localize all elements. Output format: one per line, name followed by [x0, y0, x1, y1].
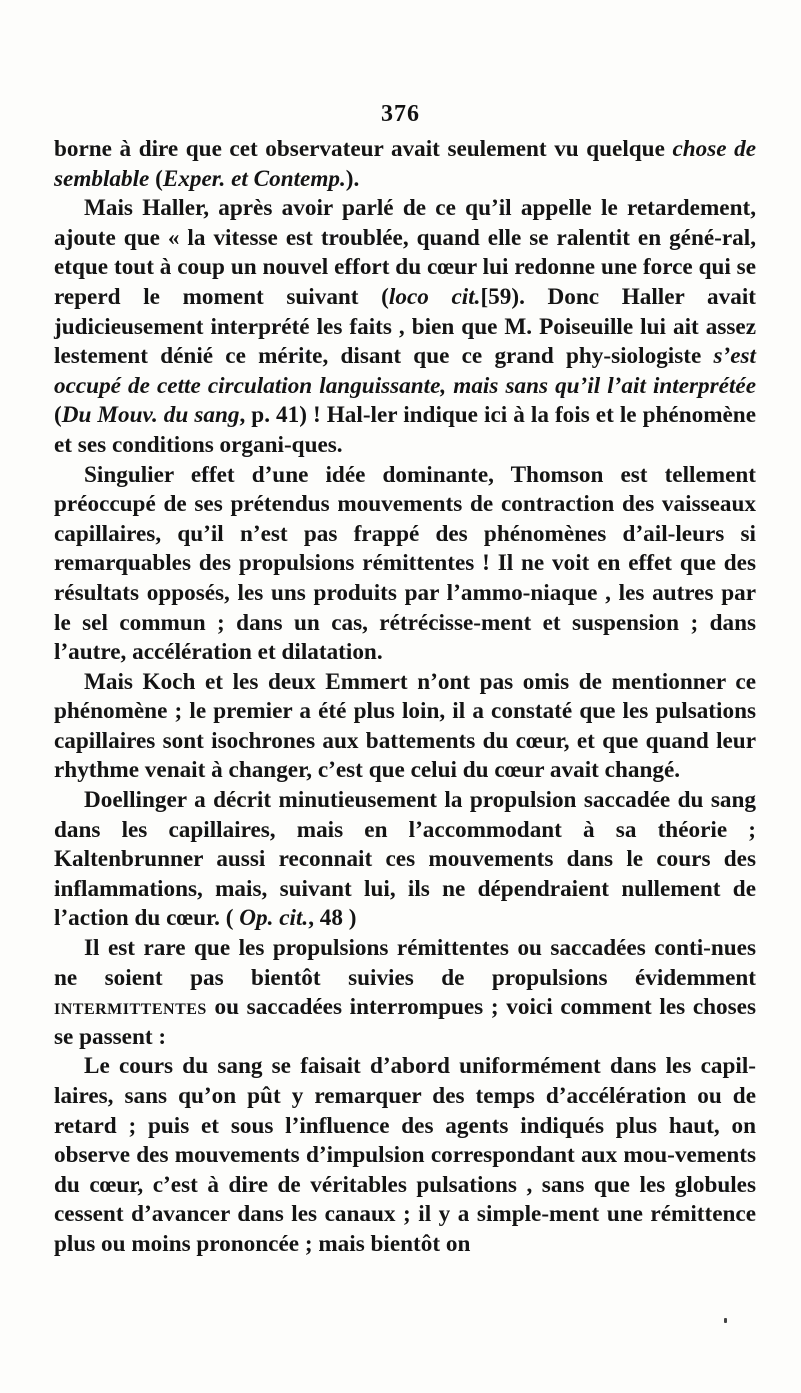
- paragraph-2: [54, 194, 756, 460]
- text-segment: Op. cit.: [239, 905, 309, 932]
- paragraph-3: [54, 461, 756, 668]
- text-segment: Singulier effet d’une idée dominante, Thomson est tellement préoccupé de ses prétendus mouvements de contraction des vaisseaux capillaires, qu’il n’est pas frappé des phénomènes d’ail-leurs si remarquables des propulsions rémittentes ! Il ne voit en effet que des résultats opposés, les uns produits par l’ammo-niaque , les autres par le sel commun ; dans un cas, rétrécisse-ment et suspension ; dans l’autre, accélération et dilatation.: [54, 461, 756, 666]
- paragraph-4: [54, 668, 756, 786]
- text-segment: , 48 ): [308, 905, 357, 932]
- text-segment: ).: [345, 165, 360, 192]
- body-text: [54, 135, 756, 1260]
- text-segment: Du Mouv. du sang: [61, 402, 240, 429]
- text-segment: Doellinger a décrit minutieusement la propulsion saccadée du sang dans les capillaires, mais en l’accommodant à sa théorie ; Kaltenbrunner aussi reconnait ces mouvements dans le cours des inflammations, mais, suivant lui, ils ne dépendraient nullement de l’action du cœur. (: [54, 787, 756, 932]
- text-segment: chose de semblable: [54, 136, 757, 192]
- paragraph-1: [54, 135, 756, 194]
- ink-speck: [724, 1318, 727, 1323]
- text-segment: borne à dire que cet observateur avait seulement vu quelque: [54, 136, 673, 162]
- text-segment: [59). Donc Haller avait judicieusement interprété les faits , bien que M. Poiseuille lui ait assez lestement dénié ce mérite, disant que ce grand phy-siologiste: [54, 283, 756, 370]
- text-segment: Le cours du sang se faisait d’abord uniformément dans les capil-laires, sans qu’on pût y remarquer des temps d’accélération ou de retard ; puis et sous l’influence des agents indiqués plus haut, on observe des mouvements d’impulsion correspondant aux mou-vements du cœur, c’est à dire de véritables pulsations , sans que les globules cessent d’avancer dans les canaux ; il y a simple-ment une rémittence plus ou moins prononcée ; mais bientôt on: [54, 1053, 756, 1257]
- text-segment: , p. 41) ! Hal-ler indique ici à la fois et le phénomène et ses conditions organi-ques.: [54, 402, 756, 458]
- paragraph-5: [54, 786, 756, 934]
- paragraph-7: [54, 1052, 756, 1259]
- page-number: 376: [381, 101, 420, 127]
- text-segment: (: [54, 402, 62, 429]
- text-segment: Il est rare que les propulsions rémittentes ou saccadées conti-nues ne soient pas bientôt suivies de propulsions évidemment: [54, 935, 756, 991]
- text-segment: ou saccadées interrompues ; voici comment les choses se passent :: [54, 994, 756, 1050]
- text-segment: Exper. et Contemp.: [162, 165, 346, 192]
- text-segment: Mais Haller, après avoir parlé de ce qu’il appelle le retardement, ajoute que « la vitesse est troublée, quand elle se ralentit en géné-ral, etque tout à coup un nouvel effort du cœur lui redonne une force qui se reperd le moment suivant (: [54, 195, 756, 310]
- text-segment: (: [149, 165, 163, 192]
- text-segment: Mais Koch et les deux Emmert n’ont pas omis de mentionner ce phénomène ; le premier a été plus loin, il a constaté que les pulsations capillaires sont isochrones aux battements du cœur, et que quand leur rhythme venait à changer, c’est que celui du cœur avait changé.: [54, 668, 756, 784]
- text-segment: intermittentes: [54, 994, 207, 1021]
- text-segment: s’est occupé de cette circulation languissante, mais sans qu’il l’ait interprétée: [54, 343, 756, 399]
- paragraph-6: [54, 934, 756, 1052]
- text-segment: loco cit.: [388, 283, 481, 310]
